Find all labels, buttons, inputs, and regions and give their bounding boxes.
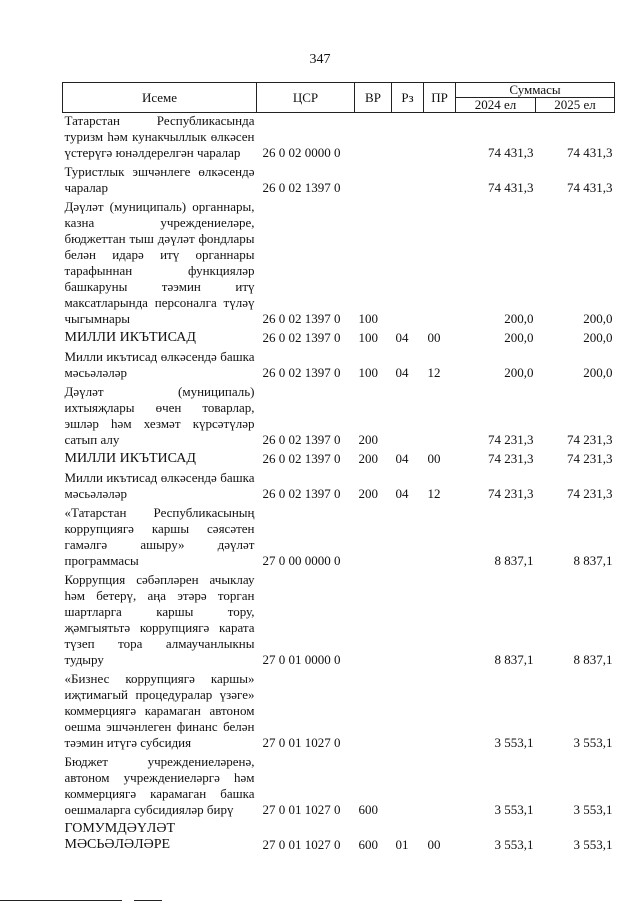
row-rz (392, 113, 424, 165)
row-vr: 100 (358, 311, 378, 326)
row-vr (355, 505, 392, 572)
table-row (63, 349, 615, 384)
row-csr: 27 0 01 1027 0 (262, 802, 341, 817)
row-name: Милли икътисад өлкәсендә башка мәсьәләләр (64, 470, 255, 501)
row-pr (424, 572, 456, 671)
row-pr (424, 384, 456, 451)
row-rz: 04 (395, 365, 409, 380)
row-vr: 200 (358, 451, 378, 466)
row-sum-2024: 200,0 (504, 311, 534, 326)
row-pr (424, 671, 456, 754)
row-rz (392, 754, 424, 821)
row-csr: 26 0 02 1397 0 (262, 365, 341, 380)
row-rz: 04 (395, 330, 409, 345)
row-rz (392, 505, 424, 572)
row-csr: 27 0 00 0000 0 (262, 553, 341, 568)
row-name: МИЛЛИ ИКЪТИСАД (64, 330, 196, 345)
row-pr (424, 164, 456, 199)
row-vr: 200 (358, 432, 378, 447)
row-sum-2025: 200,0 (583, 330, 613, 345)
row-pr: 12 (427, 486, 441, 501)
table-row (63, 505, 615, 572)
row-csr: 26 0 02 0000 0 (262, 145, 341, 160)
row-pr (424, 199, 456, 330)
row-sum-2024: 74 431,3 (488, 145, 534, 160)
row-sum-2024: 8 837,1 (494, 553, 534, 568)
row-vr: 600 (358, 837, 378, 852)
row-name: Коррупция сәбәпләрен ачыклау һәм бетерү, аңа этәрә торган шартларга каршы тору, җәмгыятьтә коррупциягә карата түзеп тора алмаучанлыкны тудыру (64, 572, 255, 667)
row-sum-2024: 3 553,1 (494, 735, 534, 750)
row-rz: 04 (395, 451, 409, 466)
row-sum-2025: 3 553,1 (573, 802, 613, 817)
row-rz (392, 572, 424, 671)
row-vr: 200 (358, 486, 378, 501)
row-sum-2025: 3 553,1 (573, 837, 613, 852)
row-name: Бюджет учреждениеләренә, автоном учреждениеләргә һәм коммерциягә карамаган башка оешмаларга субсидияләр бирү (64, 754, 255, 817)
row-pr: 00 (427, 837, 441, 852)
table-row (63, 113, 615, 165)
row-sum-2025: 74 231,3 (567, 486, 613, 501)
table-header (63, 83, 615, 113)
table-row (63, 451, 615, 470)
header-year-2024: 2024 ел (456, 98, 536, 113)
row-vr: 100 (358, 365, 378, 380)
row-sum-2025: 8 837,1 (573, 652, 613, 667)
row-rz (392, 671, 424, 754)
row-csr: 26 0 02 1397 0 (262, 180, 341, 195)
row-vr (355, 671, 392, 754)
row-sum-2024: 74 431,3 (488, 180, 534, 195)
row-sum-2024: 74 231,3 (488, 451, 534, 466)
row-sum-2025: 8 837,1 (573, 553, 613, 568)
row-pr: 12 (427, 365, 441, 380)
row-sum-2025: 74 231,3 (567, 451, 613, 466)
footer-rule-short (134, 900, 162, 901)
row-sum-2025: 200,0 (583, 311, 613, 326)
header-pr: ПР (424, 83, 456, 113)
table-row (63, 671, 615, 754)
row-csr: 27 0 01 1027 0 (262, 735, 341, 750)
row-pr (424, 754, 456, 821)
row-sum-2025: 200,0 (583, 365, 613, 380)
table-row (63, 199, 615, 330)
row-name: Дәүләт (муниципаль) органнары, казна учреждениеләре, бюджеттан тыш дәүләт фондлары белән идарә итү органнары тарафыннан функцияләр башкаруны тәэмин итү максатларында персоналга түләү чыгымнары (64, 199, 255, 326)
row-name: ГОМУМДӘҮЛӘТ МӘСЬӘЛӘЛӘРЕ (64, 821, 176, 852)
row-rz: 04 (395, 486, 409, 501)
header-rz: Рз (392, 83, 424, 113)
table-row (63, 330, 615, 349)
header-year-2025: 2025 ел (536, 98, 615, 113)
row-name: «Бизнес коррупциягә каршы» иҗтимагый процедуралар үзәге» коммерциягә карамаган автоном оешма эшчәнлеген финанс белән тәэмин итүгә субсидия (64, 671, 255, 750)
row-sum-2024: 3 553,1 (494, 802, 534, 817)
row-rz (392, 384, 424, 451)
row-pr (424, 505, 456, 572)
table-row (63, 164, 615, 199)
row-vr (355, 572, 392, 671)
row-sum-2025: 74 431,3 (567, 180, 613, 195)
row-sum-2025: 3 553,1 (573, 735, 613, 750)
row-name: Милли икътисад өлкәсендә башка мәсьәләләр (64, 349, 255, 380)
page-number: 347 (309, 52, 331, 67)
row-sum-2024: 3 553,1 (494, 837, 534, 852)
row-name: Татарстан Республикасында туризм һәм кунакчыллык өлкәсен үстерүгә юнәлдерелгән чаралар (64, 113, 255, 160)
row-csr: 26 0 02 1397 0 (262, 486, 341, 501)
row-vr (355, 164, 392, 199)
row-name: Туристлык эшчәнлеге өлкәсендә чаралар (64, 164, 255, 195)
footer-rule (0, 900, 122, 901)
row-vr (355, 113, 392, 165)
row-csr: 26 0 02 1397 0 (262, 451, 341, 466)
row-pr (424, 113, 456, 165)
table-row (63, 572, 615, 671)
row-sum-2024: 74 231,3 (488, 432, 534, 447)
table-row (63, 470, 615, 505)
budget-table (62, 82, 615, 856)
row-sum-2025: 74 231,3 (567, 432, 613, 447)
row-name: МИЛЛИ ИКЪТИСАД (64, 451, 196, 466)
row-csr: 26 0 02 1397 0 (262, 432, 341, 447)
row-name: Дәүләт (муниципаль) ихтыяҗлары өчен товарлар, эшләр һәм хезмәт күрсәтүләр сатып алу (64, 384, 255, 447)
table-row (63, 384, 615, 451)
row-csr: 26 0 02 1397 0 (262, 311, 341, 326)
row-sum-2024: 8 837,1 (494, 652, 534, 667)
row-sum-2025: 74 431,3 (567, 145, 613, 160)
row-rz: 01 (395, 837, 409, 852)
row-rz (392, 164, 424, 199)
header-csr: ЦСР (257, 83, 355, 113)
table-row (63, 754, 615, 821)
row-sum-2024: 200,0 (504, 365, 534, 380)
row-rz (392, 199, 424, 330)
header-vr: ВР (355, 83, 392, 113)
row-sum-2024: 200,0 (504, 330, 534, 345)
row-csr: 27 0 01 1027 0 (262, 837, 341, 852)
row-csr: 27 0 01 0000 0 (262, 652, 341, 667)
row-name: «Татарстан Республикасының коррупциягә каршы сәясәтен гамәлгә ашыру» дәүләт программасы (64, 505, 255, 568)
row-pr: 00 (427, 330, 441, 345)
table-body (63, 113, 615, 857)
header-sums: Суммасы (456, 83, 615, 98)
row-sum-2024: 74 231,3 (488, 486, 534, 501)
row-vr: 100 (358, 330, 378, 345)
row-pr: 00 (427, 451, 441, 466)
header-name: Исеме (63, 83, 257, 113)
row-vr: 600 (358, 802, 378, 817)
row-csr: 26 0 02 1397 0 (262, 330, 341, 345)
table-row (63, 821, 615, 856)
